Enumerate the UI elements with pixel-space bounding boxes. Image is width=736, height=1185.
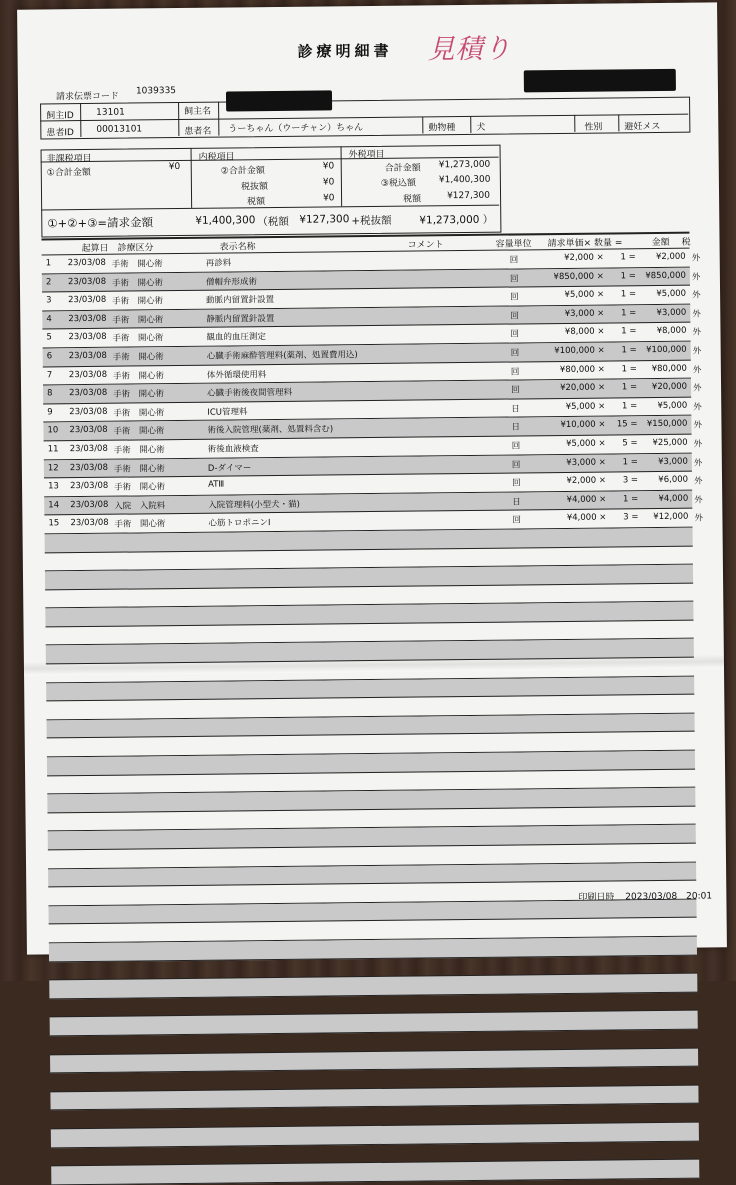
- row-amount: ¥2,000: [655, 251, 686, 263]
- redacted-clinic-name: [524, 69, 676, 93]
- row-amount: ¥3,000: [656, 307, 687, 318]
- row-date: 23/03/08: [69, 406, 108, 417]
- extax-total-label: 合計金額: [384, 163, 421, 174]
- row-amount: ¥3,000: [658, 456, 688, 467]
- row-unit: 回: [509, 255, 519, 266]
- row-amount: ¥850,000: [645, 270, 686, 281]
- row-date: 23/03/08: [67, 276, 107, 287]
- row-item-name: 術後血液検査: [207, 444, 259, 455]
- row-quantity: 1 =: [621, 345, 637, 356]
- row-category: 手術 開心術: [112, 296, 164, 307]
- row-number: 8: [47, 388, 53, 399]
- print-datetime: 2023/03/08 20:01: [625, 891, 713, 903]
- row-category: 手術 開心術: [114, 482, 166, 493]
- extax-header: 外税項目: [348, 149, 385, 161]
- row-date: 23/03/08: [68, 313, 107, 324]
- row-unit-price: ¥850,000 ×: [553, 271, 604, 282]
- row-tax-type: 外: [692, 365, 702, 376]
- row-date: 23/03/08: [69, 387, 108, 399]
- row-number: 13: [48, 481, 59, 492]
- row-unit: 回: [511, 459, 521, 471]
- row-tax-type: 外: [692, 290, 701, 301]
- row-unit-price: ¥100,000 ×: [554, 345, 605, 357]
- row-tax-type: 外: [693, 458, 703, 469]
- row-unit-price: ¥4,000 ×: [566, 512, 607, 524]
- row-item-name: 動脈内留置針設置: [206, 295, 275, 306]
- row-date: 23/03/08: [69, 462, 109, 473]
- row-unit-price: ¥80,000 ×: [559, 364, 605, 375]
- grand-pretax-label: +税抜額: [351, 214, 392, 228]
- row-date: 23/03/08: [70, 480, 109, 492]
- row-tax-type: 外: [693, 420, 703, 431]
- header-price-qty: 請求単価× 数量 =: [547, 238, 623, 250]
- row-category: 手術 開心術: [112, 314, 164, 326]
- redacted-owner-name: [226, 90, 332, 111]
- row-tax-type: 外: [693, 383, 702, 394]
- row-amount: ¥4,000: [658, 493, 689, 504]
- invoice-code-label: 請求伝票コード: [55, 91, 120, 103]
- row-tax-type: 外: [693, 476, 703, 487]
- row-item-name: ATⅢ: [208, 479, 225, 490]
- row-quantity: 3 =: [623, 512, 639, 523]
- row-date: 23/03/08: [69, 443, 108, 455]
- row-item-name: 心臓手術後夜間管理料: [207, 387, 293, 399]
- info-col-divider: [574, 115, 575, 132]
- nontax-header: 非課税項目: [46, 153, 92, 165]
- row-category: 手術 開心術: [111, 259, 163, 270]
- row-item-name: D-ダイマー: [207, 462, 252, 474]
- row-date: 23/03/08: [69, 425, 108, 436]
- row-number: 3: [46, 295, 52, 306]
- row-unit-price: ¥20,000 ×: [560, 382, 606, 394]
- row-date: 23/03/08: [70, 499, 109, 510]
- row-unit: 回: [510, 292, 519, 303]
- print-label: 印刷日時: [578, 892, 615, 903]
- row-amount: ¥150,000: [646, 419, 688, 430]
- row-quantity: 1 =: [621, 400, 638, 412]
- row-quantity: 1 =: [621, 382, 638, 393]
- sex: 避妊メス: [624, 121, 661, 133]
- row-category: 手術 開心術: [113, 389, 165, 400]
- row-date: 23/03/08: [67, 257, 106, 269]
- row-tax-type: 外: [693, 439, 703, 450]
- row-number: 2: [45, 276, 52, 287]
- row-number: 10: [47, 425, 59, 436]
- row-unit: 回: [509, 274, 519, 285]
- nontax-total: ¥0: [168, 161, 181, 173]
- intax-header: 内税項目: [198, 152, 235, 163]
- info-col-divider: [470, 116, 471, 133]
- row-date: 23/03/08: [70, 518, 109, 529]
- grand-pretax: ¥1,273,000 ）: [419, 213, 494, 227]
- row-unit-price: ¥5,000 ×: [564, 289, 605, 301]
- row-category: 手術 開心術: [113, 463, 165, 475]
- row-category: 手術 開心術: [111, 277, 164, 289]
- row-quantity: 1 =: [622, 493, 639, 505]
- row-unit: 日: [512, 497, 521, 508]
- row-category: 手術 開心術: [112, 333, 164, 345]
- row-tax-type: 外: [694, 495, 703, 506]
- row-number: 9: [47, 407, 53, 418]
- row-unit-price: ¥4,000 ×: [566, 494, 607, 505]
- row-item-name: 入院管理料(小型犬・猫): [208, 499, 300, 511]
- sex-label: 性別: [584, 122, 603, 133]
- items-table: [42, 248, 704, 1185]
- row-unit: 回: [510, 329, 520, 340]
- header-amount: 金額: [651, 237, 670, 249]
- info-col-divider: [422, 116, 423, 133]
- intax-tax-label: 税額: [247, 197, 266, 208]
- row-unit: 日: [511, 404, 520, 415]
- row-category: 手術 開心術: [113, 426, 165, 438]
- intax-tax: ¥0: [323, 193, 335, 204]
- intax-total-label: ②合計金額: [220, 166, 265, 177]
- row-category: 手術 開心術: [114, 519, 166, 531]
- row-number: 4: [46, 314, 52, 325]
- invoice-paper: [17, 2, 727, 954]
- row-unit-price: ¥2,000 ×: [566, 475, 607, 487]
- header-tax: 税: [681, 237, 691, 248]
- row-item-name: 再診料: [205, 258, 232, 269]
- row-quantity: 1 =: [622, 456, 638, 467]
- owner-id: 13101: [96, 107, 125, 118]
- row-quantity: 1 =: [620, 252, 636, 263]
- row-item-name: 術後入院管理(薬剤、処置料含む): [207, 424, 334, 437]
- intax-pretax-label: 税抜額: [240, 182, 269, 193]
- row-unit-price: ¥5,000 ×: [565, 401, 606, 412]
- row-number: 7: [46, 369, 53, 380]
- row-category: 手術 開心術: [112, 352, 164, 363]
- extax-total: ¥1,273,000: [438, 159, 491, 171]
- row-number: 12: [47, 462, 59, 473]
- row-quantity: 1 =: [620, 289, 637, 300]
- row-item-name: 心臓手術麻酔管理料(薬剤、処置費用込): [206, 350, 358, 362]
- grand-tax: ¥127,300: [299, 213, 350, 226]
- row-category: 手術 開心術: [112, 370, 164, 382]
- row-quantity: 1 =: [620, 270, 636, 281]
- row-tax-type: 外: [692, 346, 702, 357]
- row-unit-price: ¥10,000 ×: [560, 419, 606, 431]
- header-name: 表示名称: [219, 242, 256, 253]
- row-tax-type: 外: [693, 402, 702, 413]
- row-item-name: 僧帽弁形成術: [205, 276, 258, 288]
- grand-tax-label: （税額: [257, 215, 289, 229]
- row-category: 入院 入院料: [114, 500, 166, 512]
- row-amount: ¥8,000: [656, 326, 687, 337]
- row-unit: 回: [512, 515, 522, 526]
- row-amount: ¥25,000: [652, 437, 688, 448]
- species: 犬: [476, 122, 486, 133]
- row-quantity: 3 =: [622, 475, 639, 486]
- row-unit: 回: [510, 311, 519, 322]
- header-category: 診療区分: [117, 243, 154, 254]
- intax-pretax: ¥0: [322, 177, 335, 188]
- row-tax-type: 外: [692, 327, 702, 339]
- extax-incl-label: ③税込額: [380, 178, 417, 189]
- row-number: 15: [48, 518, 60, 529]
- row-date: 23/03/08: [68, 332, 107, 343]
- row-item-name: 心筋トロポニンI: [208, 518, 271, 530]
- row-amount: ¥20,000: [651, 381, 688, 393]
- row-amount: ¥6,000: [658, 474, 689, 486]
- row-quantity: 1 =: [621, 363, 637, 374]
- owner-name-label: 飼主名: [184, 106, 212, 117]
- grand-total-amount: ¥1,400,300: [195, 214, 256, 227]
- row-quantity: 15 =: [616, 419, 638, 430]
- row-tax-type: 外: [692, 309, 701, 320]
- extax-incl: ¥1,400,300: [438, 174, 491, 186]
- row-number: 11: [47, 444, 59, 455]
- row-amount: ¥5,000: [656, 288, 687, 300]
- row-date: 23/03/08: [68, 369, 108, 380]
- row-unit: 回: [511, 441, 521, 452]
- print-datetime-row: [578, 888, 712, 902]
- handwritten-note: 見積り: [427, 33, 512, 66]
- row-category: 手術 開心術: [113, 407, 165, 419]
- row-unit-price: ¥5,000 ×: [566, 438, 606, 449]
- row-item-name: 静脈内留置針設置: [206, 313, 275, 325]
- patient-name: うーちゃん（ウーチャン）ちゃん: [228, 123, 364, 135]
- patient-id-label: 患者ID: [46, 128, 75, 139]
- header-unit: 容量単位: [495, 239, 532, 250]
- row-unit: 回: [512, 478, 521, 489]
- row-number: 14: [48, 499, 60, 511]
- extax-tax-label: 税額: [403, 194, 422, 205]
- patient-id: 00013101: [96, 124, 143, 135]
- row-item-name: ICU管理料: [207, 407, 248, 418]
- header-comment: コメント: [407, 240, 444, 251]
- row-quantity: 1 =: [620, 308, 637, 319]
- header-date: 起算日: [81, 243, 109, 255]
- row-date: 23/03/08: [68, 294, 107, 306]
- patient-name-label: 患者名: [184, 126, 212, 137]
- row-unit: 日: [511, 422, 521, 433]
- row-number: 6: [46, 351, 53, 362]
- row-unit-price: ¥3,000 ×: [564, 308, 605, 319]
- info-col-divider: [618, 114, 619, 131]
- row-amount: ¥12,000: [653, 512, 689, 523]
- row-tax-type: 外: [694, 513, 704, 524]
- row-date: 23/03/08: [68, 350, 107, 362]
- row-unit: 回: [510, 348, 520, 359]
- extax-tax: ¥127,300: [446, 190, 491, 202]
- row-unit: 回: [511, 385, 520, 396]
- row-amount: ¥100,000: [646, 344, 687, 356]
- row-quantity: 1 =: [621, 326, 637, 337]
- row-quantity: 5 =: [622, 438, 638, 449]
- row-tax-type: 外: [691, 253, 701, 264]
- grand-total-label: ①+②+③=請求金額: [47, 215, 154, 231]
- row-unit-price: ¥2,000 ×: [564, 252, 604, 263]
- row-tax-type: 外: [691, 272, 701, 283]
- row-unit-price: ¥8,000 ×: [564, 326, 605, 338]
- row-unit: 回: [510, 367, 520, 378]
- row-item-name: 観血的血圧測定: [206, 332, 267, 344]
- species-label: 動物種: [428, 123, 456, 134]
- intax-total: ¥0: [322, 161, 335, 172]
- invoice-code: 1039335: [135, 86, 177, 97]
- nontax-total-label: ①合計金額: [46, 167, 91, 179]
- row-amount: ¥80,000: [651, 363, 687, 374]
- row-number: 5: [46, 332, 52, 343]
- row-item-name: 体外循環使用料: [206, 369, 267, 381]
- row-category: 手術 開心術: [113, 445, 165, 456]
- row-number: 1: [45, 258, 52, 269]
- row-amount: ¥5,000: [657, 400, 688, 411]
- owner-id-label: 飼主ID: [46, 111, 74, 122]
- document-title: 診療明細書: [297, 41, 393, 61]
- row-unit-price: ¥3,000 ×: [566, 457, 606, 468]
